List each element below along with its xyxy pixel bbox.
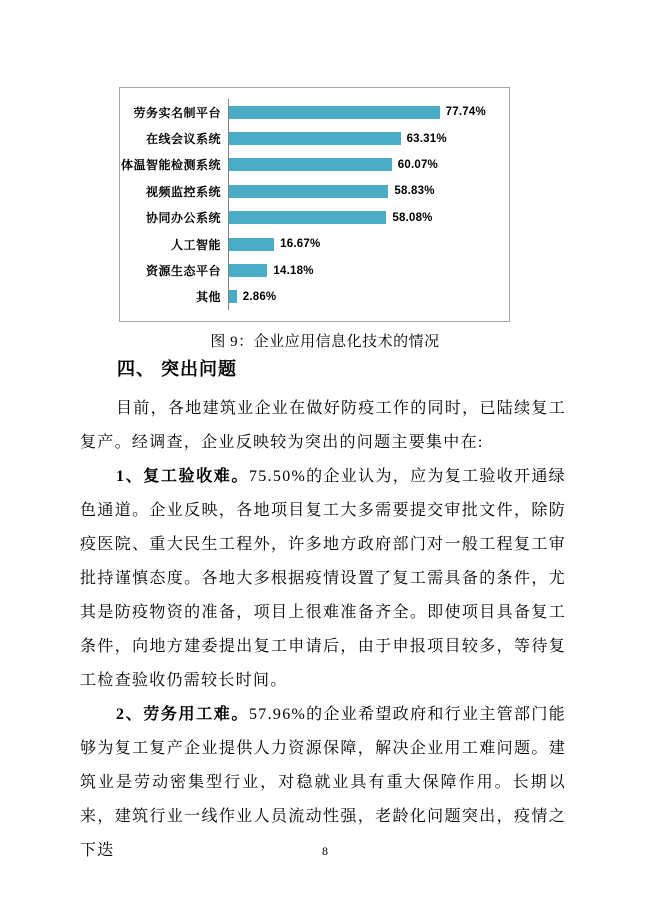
chart-category-label: 视频监控系统 [145, 184, 221, 199]
paragraph-text: 57.96%的企业希望政府和行业主管部门能够为复工复产企业提供人力资源保障，解决企业用工难问题。建筑业是劳动密集型行业，对稳就业具有重大保障作用。长期以来，建筑行业一线作业人员流动性强，老龄化问题突出，疫情之下迭 [80, 706, 566, 859]
chart-bar-zone [228, 205, 509, 231]
chart-bar-zone [228, 231, 509, 257]
chart-category-label: 体温智能检测系统 [120, 158, 221, 173]
chart-value-label: 2.86% [242, 290, 277, 303]
chart-value-label: 58.83% [394, 185, 435, 198]
chart-bar-zone [228, 125, 509, 151]
page-number: 8 [322, 844, 328, 858]
figure-caption: 图 9：企业应用信息化技术的情况 [210, 334, 440, 350]
chart-bar [229, 238, 274, 251]
body-paragraph [80, 392, 566, 460]
chart-value-label: 16.67% [280, 238, 321, 251]
chart-row [120, 231, 509, 257]
chart-value-label: 58.08% [392, 211, 433, 224]
chart-row [120, 205, 509, 231]
chart-bar [229, 211, 386, 224]
chart-category-label: 协同办公系统 [145, 211, 221, 226]
body-text [80, 392, 566, 868]
paragraph-lead: 1、复工验收难。 [116, 468, 249, 485]
chart-bar-zone [228, 99, 509, 125]
section-heading: 四、 突出问题 [117, 359, 238, 379]
chart-category-label: 劳务实名制平台 [133, 105, 221, 120]
paragraph-text: 75.50%的企业认为，应为复工验收开通绿色通道。企业反映，各地项目复工大多需要提交审批文件，除防疫医院、重大民生工程外，许多地方政府部门对一般工程复工审批持谨慎态度。各地大多根据疫情设置了复工需具备的条件，尤其是防疫物资的准备，项目上很难准备齐全。即使项目具备复工条件，向地方建委提出复工申请后，由于申报项目较多，等待复工检查验收仍需较长时间。 [80, 468, 566, 689]
chart-row [120, 178, 509, 204]
chart-bar [229, 132, 401, 145]
chart-row [120, 257, 509, 283]
chart-bar-zone [228, 257, 509, 283]
figure-9-bar-chart [119, 87, 510, 322]
chart-category-label: 其他 [195, 290, 221, 305]
paragraph-text: 目前，各地建筑业企业在做好防疫工作的同时，已陆续复工复产。经调查，企业反映较为突出的问题主要集中在: [80, 400, 566, 451]
chart-category-label: 在线会议系统 [145, 132, 221, 147]
chart-bar [229, 106, 440, 119]
chart-bar-zone [228, 152, 509, 178]
chart-value-label: 77.74% [445, 106, 486, 119]
chart-bar [229, 290, 237, 303]
chart-row [120, 125, 509, 151]
chart-category-label: 资源生态平台 [145, 264, 221, 279]
chart-bar [229, 264, 267, 277]
chart-value-label: 60.07% [397, 158, 438, 171]
chart-value-label: 14.18% [273, 264, 314, 277]
chart-value-label: 63.31% [406, 132, 447, 145]
chart-category-label: 人工智能 [170, 237, 221, 252]
chart-bar [229, 185, 388, 198]
chart-row [120, 99, 509, 125]
chart-plot-area [120, 88, 509, 321]
body-paragraph [80, 698, 566, 868]
chart-bar-zone [228, 284, 509, 310]
chart-bar [229, 158, 392, 171]
chart-bar-zone [228, 178, 509, 204]
body-paragraph [80, 460, 566, 698]
chart-row [120, 152, 509, 178]
paragraph-lead: 2、劳务用工难。 [116, 706, 249, 723]
chart-row [120, 284, 509, 310]
